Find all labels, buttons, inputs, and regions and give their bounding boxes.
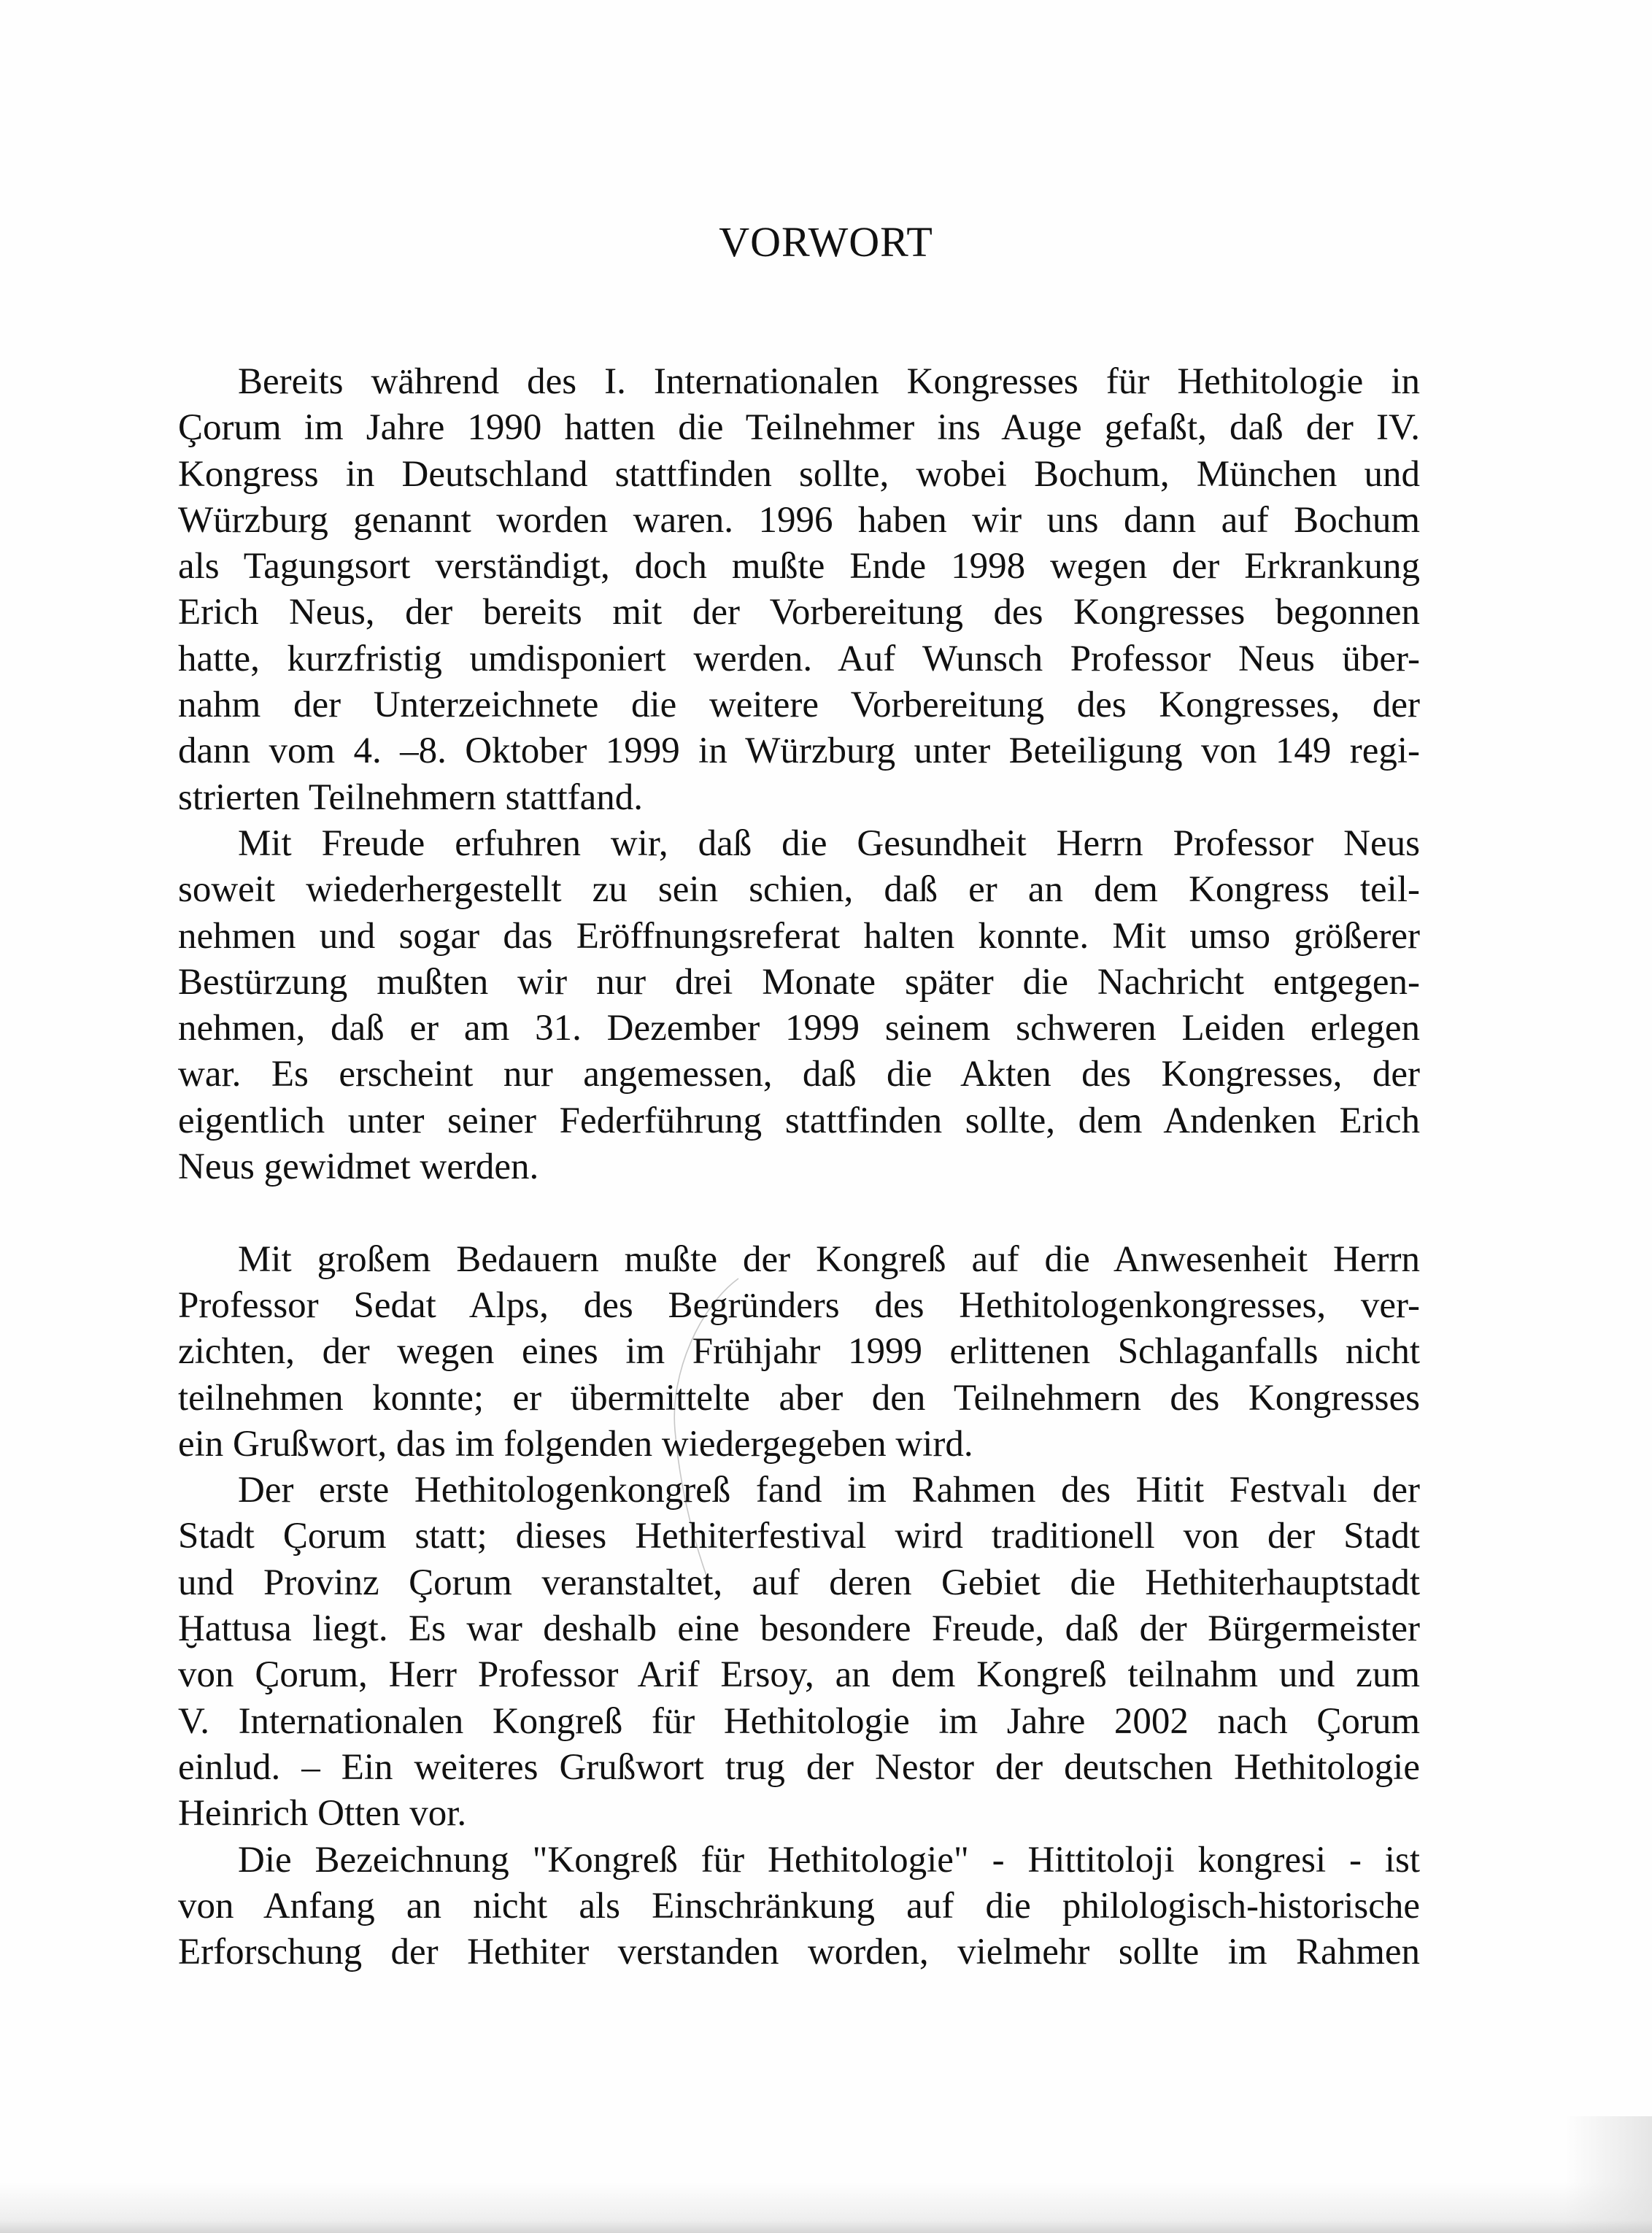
paragraph-5: [178, 1837, 1420, 1976]
scan-edge-shadow-bottom: [0, 2182, 1652, 2233]
text-line: war. Es erscheint nur angemessen, daß die Akten des Kongresses, der: [178, 1054, 1420, 1095]
text-line: zichten, der wegen eines im Frühjahr 1999 erlittenen Schlaganfalls nicht: [178, 1331, 1420, 1373]
text-line: Neus gewidmet werden.: [178, 1146, 539, 1188]
text-line: Mit großem Bedauern mußte der Kongreß auf die Anwesenheit Herrn: [238, 1238, 1420, 1280]
text-line: von Çorum, Herr Professor Arif Ersoy, an dem Kongreß teilnahm und zum: [178, 1654, 1420, 1696]
body-text: [178, 359, 1420, 1975]
text-line: Çorum im Jahre 1990 hatten die Teilnehmer ins Auge gefaßt, daß der IV.: [178, 407, 1420, 449]
text-line: eigentlich unter seiner Federführung stattfinden sollte, dem Andenken Erich: [178, 1100, 1420, 1141]
text-line: nehmen und sogar das Eröffnungsreferat halten konnte. Mit umso größerer: [178, 915, 1420, 957]
text-line: Erforschung der Hethiter verstanden worden, vielmehr sollte im Rahmen: [178, 1932, 1420, 1973]
text-line: einlud. – Ein weiteres Grußwort trug der Nestor der deutschen Hethitologie: [178, 1746, 1420, 1788]
text-line: V. Internationalen Kongreß für Hethitologie im Jahre 2002 nach Çorum: [178, 1700, 1420, 1742]
paragraph-spacer: [178, 1190, 1420, 1236]
paragraph-3: [178, 1237, 1420, 1468]
text-line: Die Bezeichnung "Kongreß für Hethitologie" - Hittitoloji kongresi - ist: [238, 1839, 1420, 1881]
text-line: strierten Teilnehmern stattfand.: [178, 776, 644, 818]
text-line: Erich Neus, der bereits mit der Vorbereitung des Kongresses begonnen: [178, 592, 1420, 633]
text-line: ein Grußwort, das im folgenden wiedergegeben wird.: [178, 1423, 973, 1465]
text-line: Bestürzung mußten wir nur drei Monate später die Nachricht entgegen-: [178, 961, 1420, 1003]
page-title: VORWORT: [719, 218, 933, 266]
paragraph-2: [178, 821, 1420, 1190]
text-line: Kongress in Deutschland stattfinden sollte, wobei Bochum, München und: [178, 453, 1420, 495]
paragraph-4: [178, 1468, 1420, 1837]
text-line: soweit wiederhergestellt zu sein schien, daß er an dem Kongress teil-: [178, 869, 1420, 911]
text-line: Professor Sedat Alps, des Begründers des Hethitologenkongresses, ver-: [178, 1284, 1420, 1326]
text-line: nahm der Unterzeichnete die weitere Vorbereitung des Kongresses, der: [178, 684, 1420, 726]
text-line: Mit Freude erfuhren wir, daß die Gesundheit Herrn Professor Neus: [238, 822, 1420, 864]
text-line: Ḫattusa liegt. Es war deshalb eine besondere Freude, daß der Bürgermeister: [178, 1608, 1420, 1650]
text-line: teilnehmen konnte; er übermittelte aber den Teilnehmern des Kongresses: [178, 1377, 1420, 1419]
text-line: Heinrich Otten vor.: [178, 1793, 467, 1835]
text-line: als Tagungsort verständigt, doch mußte Ende 1998 wegen der Erkrankung: [178, 546, 1420, 587]
text-line: Der erste Hethitologenkongreß fand im Rahmen des Hitit Festvalı der: [238, 1470, 1420, 1511]
paragraph-1: [178, 359, 1420, 821]
text-line: nehmen, daß er am 31. Dezember 1999 seinem schweren Leiden erlegen: [178, 1008, 1420, 1049]
text-line: Würzburg genannt worden waren. 1996 haben wir uns dann auf Bochum: [178, 499, 1420, 541]
text-line: und Provinz Çorum veranstaltet, auf deren Gebiet die Hethiterhauptstadt: [178, 1562, 1420, 1603]
text-line: Bereits während des I. Internationalen Kongresses für Hethitologie in: [238, 361, 1420, 402]
text-line: dann vom 4. –8. Oktober 1999 in Würzburg unter Beteiligung von 149 regi-: [178, 730, 1420, 772]
text-line: Stadt Çorum statt; dieses Hethiterfestival wird traditionell von der Stadt: [178, 1516, 1420, 1557]
text-line: von Anfang an nicht als Einschränkung auf die philologisch-historische: [178, 1885, 1420, 1927]
text-line: hatte, kurzfristig umdisponiert werden. Auf Wunsch Professor Neus über-: [178, 638, 1420, 679]
